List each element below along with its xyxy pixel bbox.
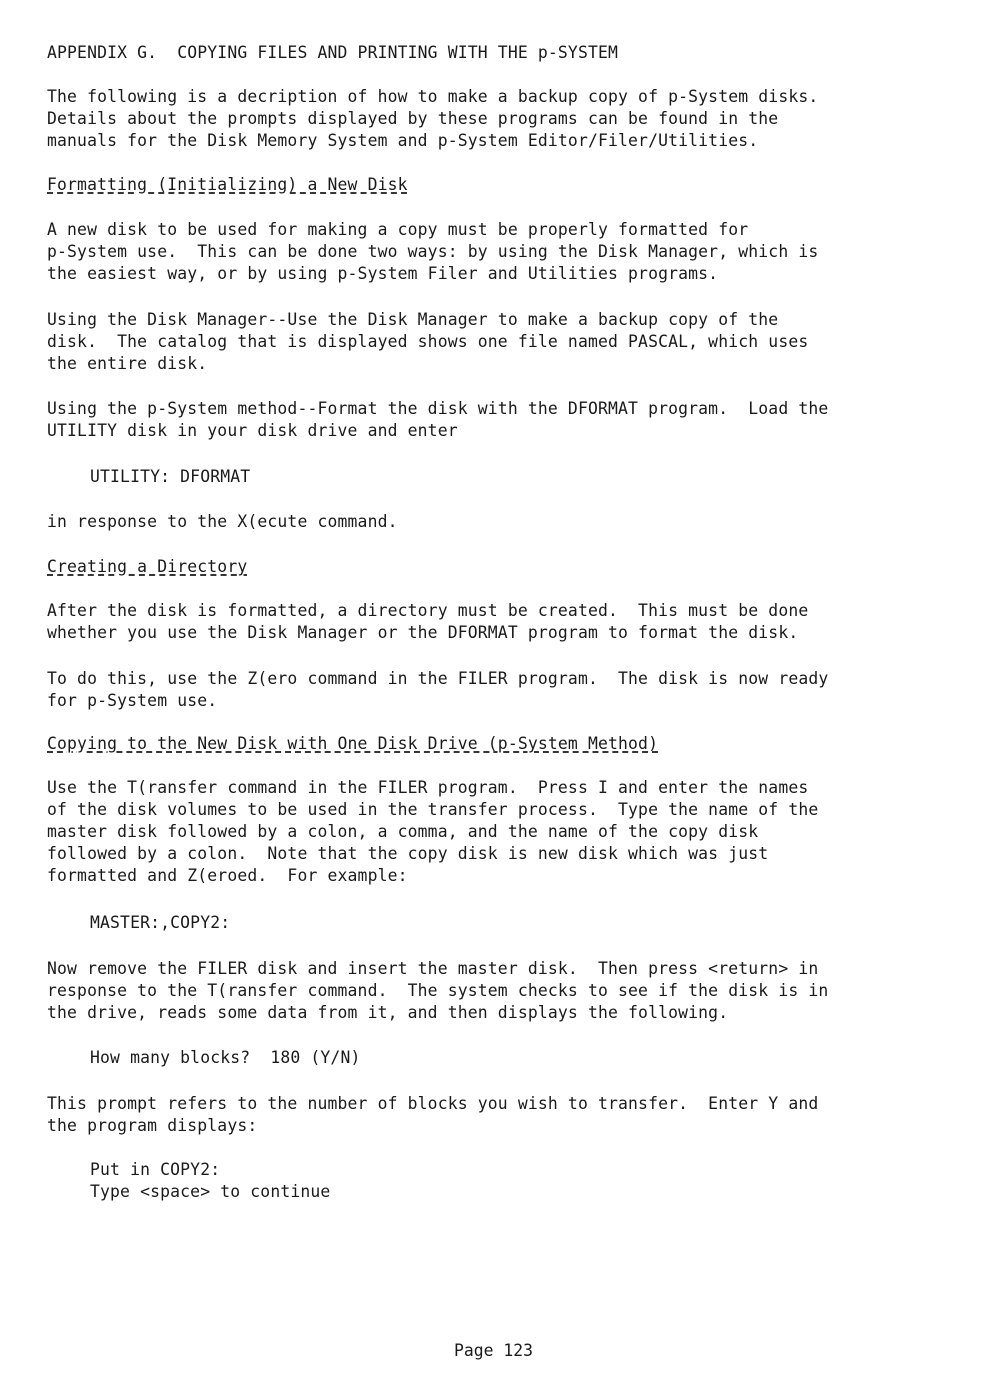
blocks-prompt: How many blocks? 180 (Y/N)	[90, 1048, 361, 1067]
intro-line-1: The following is a decription of how to make a backup copy of p-System disks.	[47, 87, 819, 106]
copy-para3-line-1: This prompt refers to the number of blocks you wish to transfer. Enter Y and	[47, 1094, 819, 1113]
copy-para2-line-3: the drive, reads some data from it, and then displays the following.	[47, 1003, 729, 1022]
intro-line-2: Details about the prompts displayed by these programs can be found in the	[47, 109, 779, 128]
copy-para3-line-2: the program displays:	[47, 1116, 258, 1135]
section-heading-copy: Copying to the New Disk with One Disk Drive (p-System Method)	[47, 734, 659, 753]
directory-para1-line-2: whether you use the Disk Manager or the DFORMAT program to format the disk.	[47, 623, 799, 642]
copy-para1-line-3: master disk followed by a colon, a comma, and the name of the copy disk	[47, 822, 759, 841]
section-heading-directory: Creating a Directory	[47, 557, 248, 576]
page-number: Page 123	[454, 1341, 533, 1360]
format-para2-line-2: disk. The catalog that is displayed shows one file named PASCAL, which uses	[47, 332, 809, 351]
appendix-title: APPENDIX G. COPYING FILES AND PRINTING WITH THE p-SYSTEM	[47, 43, 619, 62]
format-para4: in response to the X(ecute command.	[47, 512, 398, 531]
copy-para1-line-1: Use the T(ransfer command in the FILER program. Press I and enter the names	[47, 778, 809, 797]
directory-para2-line-2: for p-System use.	[47, 691, 218, 710]
format-para3-line-2: UTILITY disk in your disk drive and enter	[47, 421, 458, 440]
format-para1-line-3: the easiest way, or by using p-System Filer and Utilities programs.	[47, 264, 719, 283]
copy-para2-line-2: response to the T(ransfer command. The system checks to see if the disk is in	[47, 981, 829, 1000]
copy-para1-line-5: formatted and Z(eroed. For example:	[47, 866, 408, 885]
directory-para1-line-1: After the disk is formatted, a directory must be created. This must be done	[47, 601, 809, 620]
copy-para2-line-1: Now remove the FILER disk and insert the master disk. Then press <return> in	[47, 959, 819, 978]
format-para2-line-3: the entire disk.	[47, 354, 208, 373]
format-para3-line-1: Using the p-System method--Format the disk with the DFORMAT program. Load the	[47, 399, 829, 418]
display-line-2: Type <space> to continue	[90, 1182, 331, 1201]
copy-para1-line-2: of the disk volumes to be used in the transfer process. Type the name of the	[47, 800, 819, 819]
format-para1-line-2: p-System use. This can be done two ways: by using the Disk Manager, which is	[47, 242, 819, 261]
intro-line-3: manuals for the Disk Memory System and p-System Editor/Filer/Utilities.	[47, 131, 759, 150]
transfer-example: MASTER:,COPY2:	[90, 913, 231, 932]
dformat-command: UTILITY: DFORMAT	[90, 467, 251, 486]
format-para1-line-1: A new disk to be used for making a copy must be properly formatted for	[47, 220, 749, 239]
format-para2-line-1: Using the Disk Manager--Use the Disk Manager to make a backup copy of the	[47, 310, 779, 329]
copy-para1-line-4: followed by a colon. Note that the copy disk is new disk which was just	[47, 844, 769, 863]
directory-para2-line-1: To do this, use the Z(ero command in the FILER program. The disk is now ready	[47, 669, 829, 688]
section-heading-format: Formatting (Initializing) a New Disk	[47, 175, 408, 194]
display-line-1: Put in COPY2:	[90, 1160, 221, 1179]
